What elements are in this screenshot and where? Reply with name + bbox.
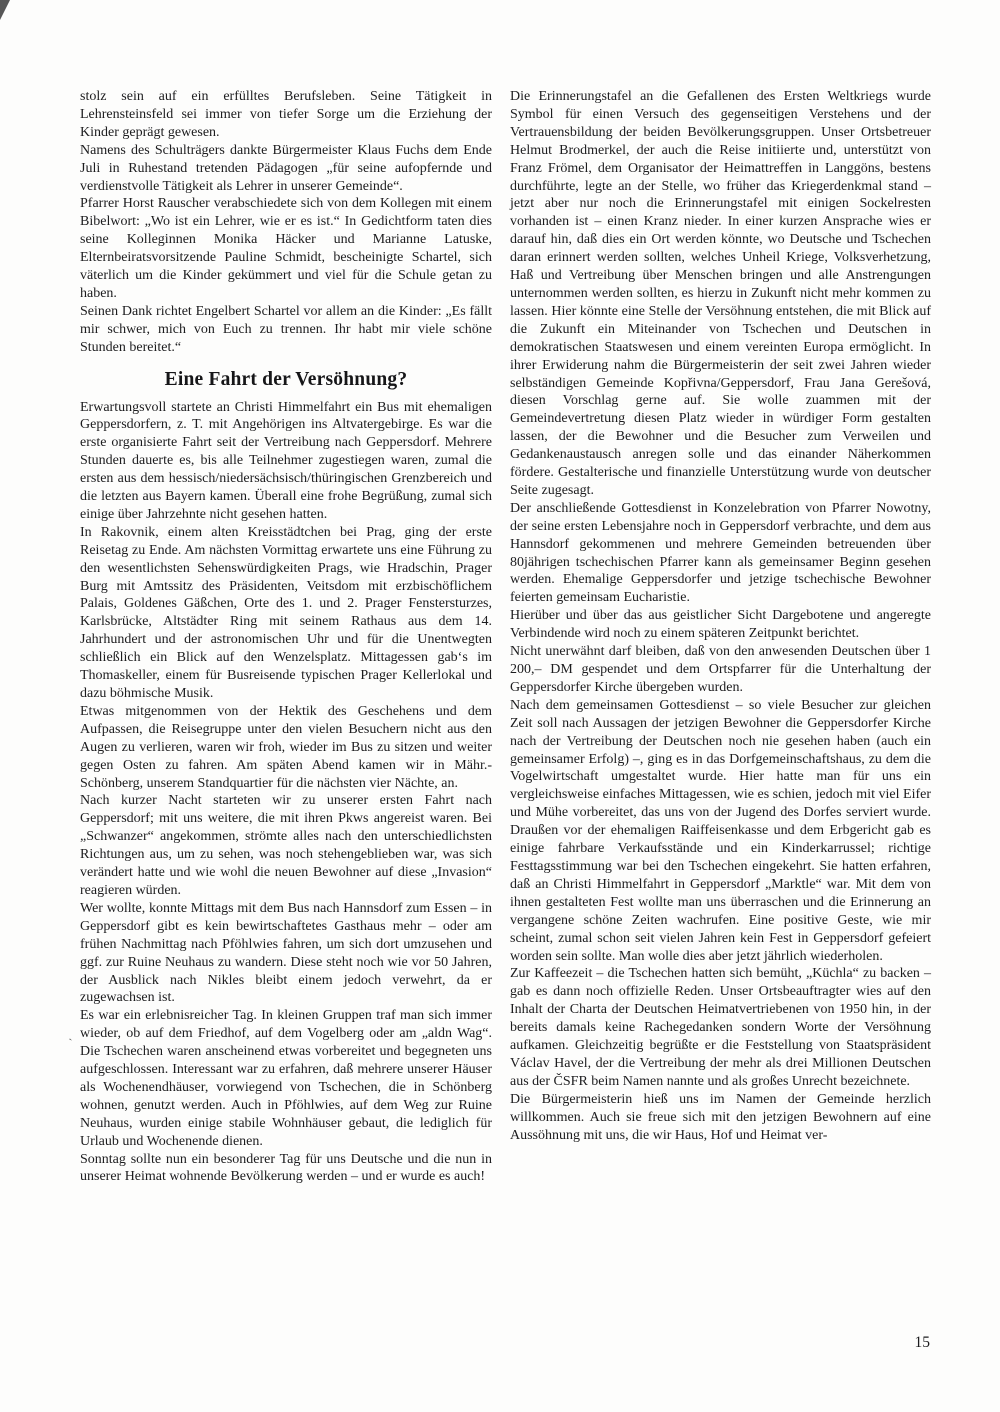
right-column [510, 88, 931, 1186]
paragraph: Der anschließende Gottesdienst in Konzelebration von Pfarrer Nowotny, der seine ersten Lebensjahre noch in Geppersdorf verbrachte, und dem aus Hannsdorf gekommenen und mehrere Gemeinden betreuenden über 80jährigen tschechischen Pfarrer kann als gemeinsamer Beginn gesehen werden. Ehemalige Geppersdorfer und jetzige tschechische Bewohner feierten gemeinsam Eucharistie. [510, 500, 931, 606]
two-column-text-layout [80, 88, 931, 1186]
left-column [80, 88, 492, 1186]
paragraph: Die Erinnerungstafel an die Gefallenen des Ersten Weltkriegs wurde Symbol für einen Versuch des gegenseitigen Verstehens und der Vertrauensbildung der beiden Bevölkerungsgruppen. Unser Ortsbetreuer Helmut Brodmerkel, der auch die Reise initiierte und, unterstützt von Franz Frömel, dem Organisator der Heimattreffen in Langgöns, bestens durchführte, legte an der Stelle, wo früher das Kriegerdenkmal stand – jetzt aber nur noch die Erinnerungstafel mit einigen Sockelresten vorhanden ist – einen Kranz nieder. In einer kurzen Ansprache wies er darauf hin, daß dies ein Ort werden könnte, wo Deutsche und Tschechen daran erinnert werden sollten, welches Unheil Kriege, Volksverhetzung, Haß und Vertreibung über Menschen bringen und alle Anstrengungen unternommen werden sollten, es hierzu in Zukunft nicht mehr kommen zu lassen. Hier könnte eine Stelle der Versöhnung entstehen, die mit Blick auf die Zukunft ein Miteinander von Tschechen und Deutschen in demokratischen Staatswesen und einem vereinten Europa ermöglicht. In ihrer Erwiderung nahm die Bürgermeisterin der seit zwei Jahren wieder selbständigen Gemeinde Kopřivna/Geppersdorf, Frau Jana Gerešová, diesen Vorschlag gerne auf. Sie wolle zuammen mit der Gemeindevertretung diesen Platz wieder in würdiger Form gestalten lassen, der die Bewohner und die Besucher zum Verweilen und Gedankenaustausch anregen solle und das einander Näherkommen fördere. Gestalterische und finanzielle Unterstützung wurde von deutscher Seite zugesagt. [510, 89, 931, 498]
paragraph: Hierüber und über das aus geistlicher Sicht Dargebotene und angeregte Verbindende wird noch zu einem späteren Zeitpunkt berichtet. [510, 608, 931, 642]
paragraph: Nicht unerwähnt darf bleiben, daß von den anwesenden Deutschen über 1 200,– DM gespendet und dem Ortspfarrer für die Unterhaltung der Geppersdorfer Kirche übergeben wurden. [510, 644, 931, 695]
paragraph: Erwartungsvoll startete an Christi Himmelfahrt ein Bus mit ehemaligen Geppersdorfern, z. T. mit Angehörigen ins Altvatergebirge. Es war die erste organisierte Fahrt seit der Vertreibung nach Geppersdorf. Mehrere Stunden dauerte es, bis alle Teilnehmer zugestiegen waren, zumal die ersten aus dem hessisch/niedersächsisch/thüringischen Grenzbereich und die letzten aus Bayern kamen. Überall eine frohe Begrüßung, zumal sich einige über Jahrzehnte nicht gesehen hatten. [80, 399, 492, 522]
paragraph: Es war ein erlebnisreicher Tag. In kleinen Gruppen traf man sich immer wieder, ob auf dem Friedhof, auf dem Vogelberg oder am „aldn Wag“. Die Tschechen waren anscheinend etwas vorbereitet und begegneten uns aufgeschlossen. Interessant war zu erfahren, daß mehrere unserer Häuser als Wochenendhäuser, vorwiegend von Tschechen, die in Schönberg wohnen, genutzt werden. Auch in Pföhlwies, auf dem Weg zur Ruine Neuhaus, wurden einige stabile Wohnhäuser gebaut, die lediglich für Urlaub und Wochenende dienen. [80, 1008, 492, 1149]
paragraph: Nach kurzer Nacht starteten wir zu unserer ersten Fahrt nach Geppersdorf; mit uns weitere, die mit ihren Pkws angereist waren. Bei „Schwanzer“ angekommen, strömte alles nach den unterschiedlichsten Richtungen aus, um zu sehen, was noch stehengeblieben war, was sich verändert hatte und wie wohl die neuen Bewohner auf diese „Invasion“ reagieren würden. [80, 793, 492, 898]
paragraph: Sonntag sollte nun ein besonderer Tag für uns Deutsche und die nun in unserer Heimat wohnende Bevölkerung werden – und er wurde es auch! [80, 1151, 492, 1185]
paragraph: Zur Kaffeezeit – die Tschechen hatten sich bemüht, „Küchla“ zu backen – gab es dann noch offizielle Reden. Unser Ortsbeauftragter wies auf den Inhalt der Charta der Deutschen Heimatvertriebenen von 1950 hin, in der bereits damals keine Rachegedanken sondern Worte der Versöhnung aufkamen. Gleichzeitig begrüßte er die Feststellung von Staatspräsident Václav Havel, der die Vertreibung der mehr als drei Millionen Deutschen aus der ČSFR beim Namen nannte und als großes Unrecht bezeichnete. [510, 966, 931, 1089]
paragraph: stolz sein auf ein erfülltes Berufsleben. Seine Tätigkeit in Lehrensteinsfeld sei immer von tiefer Sorge um die Erziehung der Kinder geprägt gewesen. [80, 89, 492, 140]
paragraph: Etwas mitgenommen von der Hektik des Geschehens und dem Aufpassen, die Reisegruppe unter den vielen Besuchern nicht aus den Augen zu verlieren, waren wir froh, wieder im Bus zu sitzen und weiter gegen Osten zu fahren. Am späten Abend kamen wir in Mähr.-Schönberg, unserem Standquartier für die nächsten vier Nächte, an. [80, 703, 492, 791]
paragraph: In Rakovnik, einem alten Kreisstädtchen bei Prag, ging der erste Reisetag zu Ende. Am nächsten Vormittag erwartete uns eine Führung zu den wesentlichsten Sehenswürdigkeiten Prags, wie Hradschin, Prager Burg mit Amtssitz des Präsidenten, Veitsdom mit erzbischöflichem Palais, Goldenes Gäßchen, Orte des 1. und 2. Prager Fenstersturzes, Karlsbrücke, Altstädter Ring mit seinem Rathaus aus dem 14. Jahrhundert und der astronomischen Uhr und für die Unentwegten schließlich ein Blick auf den Wenzelsplatz. Mittagessen gab‘s im Thomaskeller, einem für Busreisende typischen Prager Kellerlokal und dazu böhmische Musik. [80, 524, 492, 701]
paragraph: Namens des Schulträgers dankte Bürgermeister Klaus Fuchs dem Ende Juli in Ruhestand tretenden Pädagogen „für seine aufopfernde und verdienstvolle Tätigkeit als Lehrer in unserer Gemeinde“. [80, 142, 492, 194]
paragraph: Pfarrer Horst Rauscher verabschiedete sich von dem Kollegen mit einem Bibelwort: „Wo ist ein Lehrer, wie er es ist.“ In Gedichtform taten dies seine Kolleginnen Monika Häcker und Marianne Latuske, Elternbeiratsvorsitzende Pauline Schmidt, bescheinigte Schartel, sich väterlich um die Kinder gekümmert und viel für die Schule getan zu haben. [80, 196, 492, 301]
article-heading: Eine Fahrt der Versöhnung? [164, 368, 408, 390]
scan-corner-artifact [0, 0, 10, 20]
page-number: 15 [914, 1334, 930, 1351]
paragraph: Nach dem gemeinsamen Gottesdienst – so viele Besucher zur gleichen Zeit soll nach Aussagen der jetzigen Bewohner die Geppersdorfer Kirche nach der Vertreibung der Deutschen noch nie gesehen haben (auch ein gemeinsamer Erfolg) –, ging es in das Dorfgemeinschaftshaus, zu dem die Vogelwirtschaft umgestaltet wurde. Hier hatte man für uns ein vergleichsweise einfaches Mittagessen, wie es schien, jedoch mit viel Eifer und Mühe vorbereitet, das uns von der Jugend des Dorfes serviert wurde. Draußen vor der ehemaligen Raiffeisenkasse und dem Erbgericht gab es einige fahrbare Verkaufsstände und ein Kinderkarrussel; richtige Festtagsstimmung war bei den Tschechen eingekehrt. Sie hatten erfahren, daß an Christi Himmelfahrt in Geppersdorf „Marktle“ war. Mit dem von ihnen gestalteten Fest wollte man uns überraschen und die Erinnerung an vergangene schöne Zeiten wachrufen. Eine positive Geste, wie mir scheint, zumal schon seit vielen Jahren kein Fest in Geppersdorf gefeiert worden sein sollte. Man wolle dies aber jetzt jährlich wiederholen. [510, 697, 931, 964]
paragraph: Die Bürgermeisterin hieß uns im Namen der Gemeinde herzlich willkommen. Auch sie freue sich mit den jetzigen Bewohnern auf eine Aussöhnung mit uns, die wir Haus, Hof und Heimat ver- [510, 1091, 931, 1143]
paragraph: Seinen Dank richtet Engelbert Schartel vor allem an die Kinder: „Es fällt mir schwer, mich von Euch zu trennen. Ihr habt mir viele schöne Stunden bereitet.“ [80, 303, 492, 355]
paragraph: Wer wollte, konnte Mittags mit dem Bus nach Hannsdorf zum Essen – in Geppersdorf gibt es kein bewirtschaftetes Gasthaus mehr – oder am frühen Nachmittag nach Pföhlwies fahren, um sich dort umzusehen und ggf. zur Ruine Neuhaus zu wandern. Diese steht noch wie vor 50 Jahren, der Ausblick nach Nikles bleibt einem jedoch verwehrt, da er zugewachsen ist. [80, 900, 492, 1006]
scan-margin-artifact: ` [67, 1035, 74, 1051]
